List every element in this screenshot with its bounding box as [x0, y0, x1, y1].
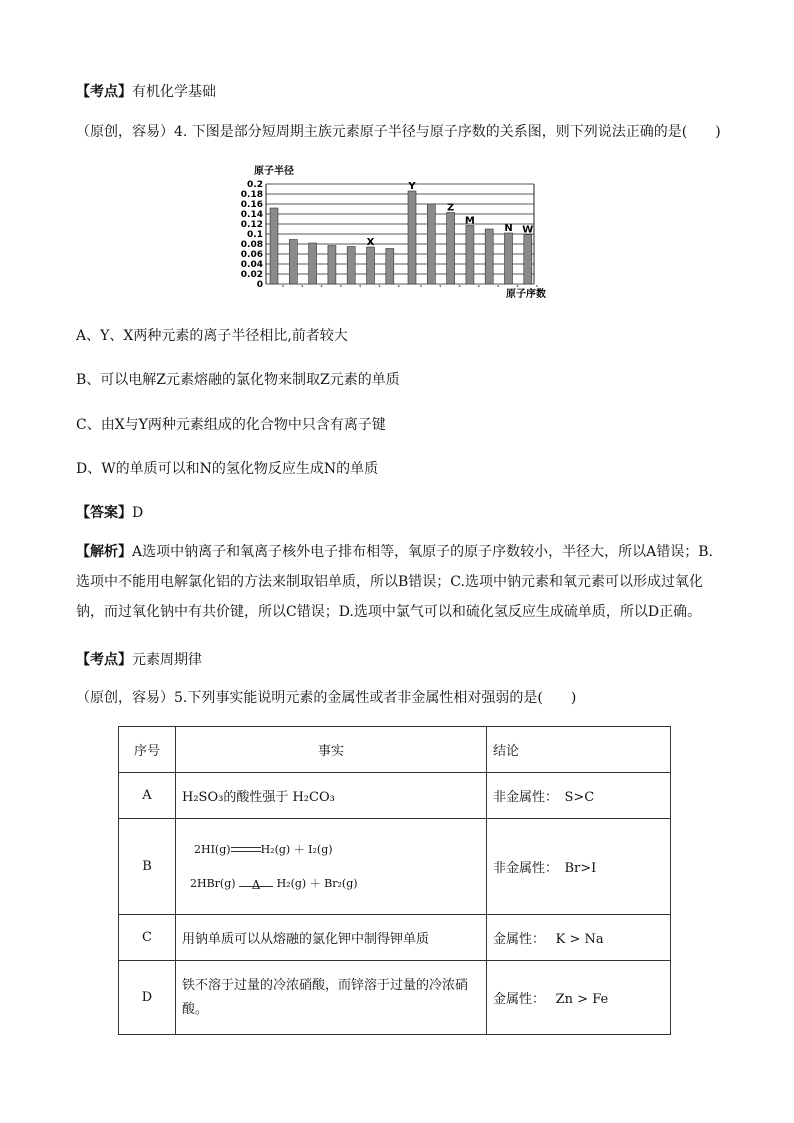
row-a-id: A — [119, 773, 176, 819]
y-tick-label: 0.04 — [240, 260, 263, 270]
bar-label: X — [366, 237, 375, 248]
header-fact: 事实 — [176, 727, 487, 773]
table-row — [119, 961, 671, 1035]
row-c-conclusion: 金属性： K > Na — [487, 915, 671, 961]
y-tick-label: 0.08 — [240, 240, 263, 250]
atomic-radius-chart — [228, 160, 558, 300]
q4-option-d: D、W的单质可以和N的氢化物反应生成N的单质 — [76, 461, 379, 477]
bar-label: M — [464, 215, 475, 227]
header-index: 序号 — [119, 727, 176, 773]
bar — [289, 240, 297, 285]
bar — [386, 249, 394, 285]
row-c-fact: 用钠单质可以从熔融的氯化钾中制得钾单质 — [176, 915, 487, 961]
y-tick-label: 0.16 — [240, 200, 263, 210]
chart-xlabel: 原子序数 — [506, 289, 546, 300]
eq2-right: H₂(g) ＋ Br₂(g) — [276, 876, 358, 890]
x-tick-mark — [478, 285, 480, 287]
x-tick-mark — [321, 285, 323, 287]
eq2-condition: Δ — [251, 877, 261, 892]
bar-label: N — [504, 223, 513, 234]
table-row — [119, 773, 671, 819]
bar-label: Y — [408, 181, 416, 192]
bar — [447, 213, 455, 285]
row-a-conclusion: 非金属性： S>C — [487, 773, 671, 819]
row-b-id: B — [119, 819, 176, 915]
q4-analysis — [76, 537, 726, 627]
q4-answer-label: 【答案】 — [76, 505, 132, 521]
eq2-left: 2HBr(g) — [190, 876, 236, 890]
chart-ylabel: 原子半径 — [254, 166, 294, 177]
q4-option-b: B、可以电解Z元素熔融的氯化物来制取Z元素的单质 — [76, 372, 400, 388]
q4-answer-line — [76, 503, 143, 523]
y-tick-label: 0 — [256, 280, 263, 290]
row-b-fact — [176, 819, 487, 915]
y-tick-label: 0.2 — [247, 180, 263, 190]
x-tick-mark — [302, 285, 304, 287]
x-tick-mark — [398, 285, 400, 287]
q5-topic-label: 【考点】 — [76, 652, 132, 668]
equation-hbr — [182, 867, 480, 901]
bar — [270, 208, 278, 284]
row-d-fact: 铁不溶于过量的冷浓硝酸，而锌溶于过量的冷浓硝酸。 — [176, 961, 487, 1035]
bar — [367, 247, 375, 284]
facts-table — [118, 726, 671, 1035]
bar — [485, 229, 493, 284]
equation-hi — [182, 833, 480, 867]
bar — [408, 191, 416, 284]
x-tick-mark — [340, 285, 342, 287]
bar — [466, 226, 474, 285]
x-tick-mark — [459, 285, 461, 287]
header-conclusion: 结论 — [487, 727, 671, 773]
x-tick-mark — [440, 285, 442, 287]
table-row — [119, 819, 671, 915]
y-tick-label: 0.1 — [247, 230, 263, 240]
x-tick-mark — [497, 285, 499, 287]
table-row — [119, 915, 671, 961]
x-tick-mark — [379, 285, 381, 287]
q4-option-c: C、由X与Y两种元素组成的化合物中只含有离子键 — [76, 417, 386, 433]
x-tick-mark — [359, 285, 361, 287]
x-tick-mark — [536, 285, 538, 287]
eq1-left: 2HI(g) — [194, 842, 231, 856]
bar — [524, 235, 532, 285]
row-a-fact: H₂SO₃的酸性强于 H₂CO₃ — [176, 773, 487, 819]
q5-stem: （原创，容易）5.下列事实能说明元素的金属性或者非金属性相对强弱的是( ) — [76, 690, 577, 706]
y-tick-label: 0.02 — [240, 270, 263, 280]
q4-analysis-text: A选项中钠离子和氧离子核外电子排布相等，氧原子的原子序数较小，半径大，所以A错误；B.选项中不能用电解氯化铝的方法来制取铝单质，所以B错误；C.选项中钠元素和氧元素可以形成过氧化钠，而过氧化钠中有共价键，所以C错误；D.选项中氯气可以和硫化氢反应生成硫单质，所以D正确。 — [76, 544, 713, 620]
bar — [427, 204, 435, 284]
bar — [505, 233, 513, 284]
bar — [328, 246, 336, 285]
eq1-right: H₂(g) ＋ I₂(g) — [260, 842, 333, 856]
q4-topic-line — [76, 82, 216, 102]
bar — [347, 247, 355, 285]
q5-topic-line — [76, 650, 202, 670]
q4-answer: D — [132, 505, 144, 521]
bar — [309, 243, 317, 284]
y-tick-label: 0.14 — [240, 210, 263, 220]
reversible-arrow-icon — [231, 845, 261, 855]
q4-analysis-label: 【解析】 — [76, 544, 132, 560]
heat-arrow-icon — [239, 874, 273, 894]
row-d-conclusion: 金属性： Zn > Fe — [487, 961, 671, 1035]
x-tick-mark — [282, 285, 284, 287]
bar-label: Z — [446, 202, 455, 214]
x-tick-mark — [517, 285, 519, 287]
y-tick-label: 0.06 — [240, 250, 263, 260]
row-d-id: D — [119, 961, 176, 1035]
q4-option-a: A、Y、X两种元素的离子半径相比,前者较大 — [76, 328, 348, 344]
q4-topic: 有机化学基础 — [132, 84, 216, 100]
x-tick-mark — [420, 285, 422, 287]
q4-stem: （原创，容易）4. 下图是部分短周期主族元素原子半径与原子序数的关系图，则下列说法正确的是( ) — [76, 124, 721, 140]
bar-label: W — [522, 224, 534, 236]
table-header-row — [119, 727, 671, 773]
q5-topic: 元素周期律 — [132, 652, 202, 668]
y-tick-label: 0.12 — [240, 220, 263, 230]
q4-topic-label: 【考点】 — [76, 84, 132, 100]
row-b-conclusion: 非金属性： Br>I — [487, 819, 671, 915]
row-c-id: C — [119, 915, 176, 961]
y-tick-label: 0.18 — [240, 190, 263, 200]
